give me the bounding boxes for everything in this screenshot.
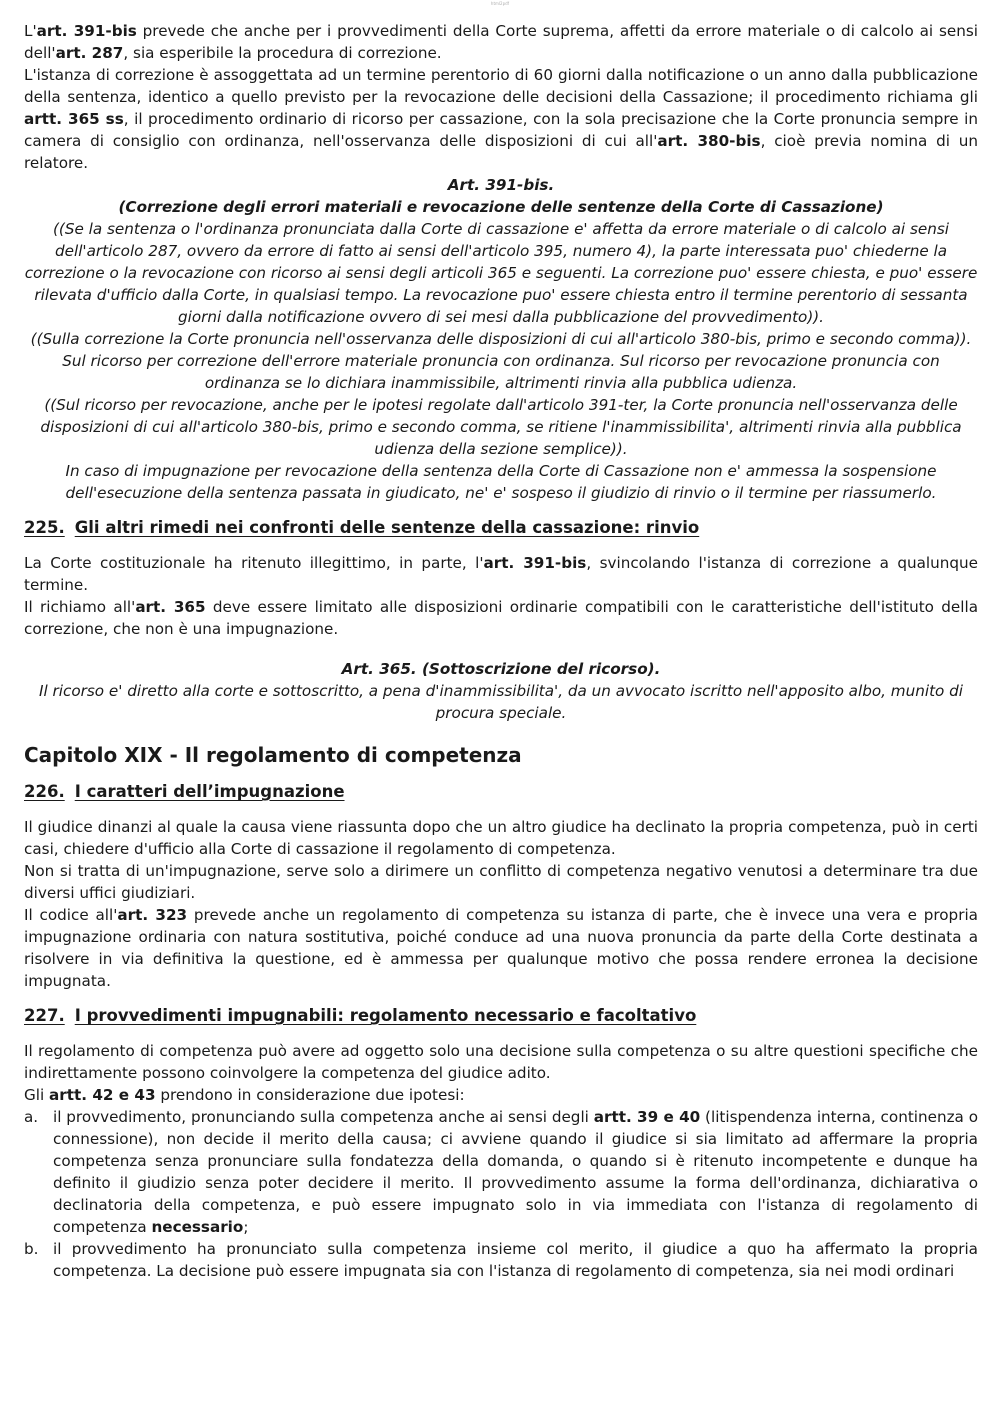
list-marker: b. [24,1240,39,1258]
quote-paragraph: Il ricorso e' diretto alla corte e sottoscritto, a pena d'inammissibilita', da un avvocato iscritto nell'apposito albo, munito di procura speciale. [39,682,963,722]
quote-paragraph: ((Sul ricorso per revocazione, anche per le ipotesi regolate dall'articolo 391-ter, la Corte pronuncia nell'osservanza delle disposizioni di cui all'articolo 380-bis, primo e secondo comma, se ritiene l'inammissibilita', altrimenti rinvia alla pubblica udienza della sezione semplice)). [40,396,962,458]
section-heading-226: 226. I caratteri dell’impugnazione [24,782,345,801]
section-226-paragraph-3: Il codice all'art. 323 prevede anche un regolamento di competenza su istanza di parte, che è invece una vera e propria impugnazione ordinaria con natura sostitutiva, poiché conduce ad una nuova pronuncia da parte della Corte destinata a risolvere in via definitiva la questione, ed è ammessa per qualunque motivo che possa rendere erronea la decisione impugnata. [24,906,978,990]
article-365-quote [24,658,978,724]
page-header-mark: html2pdf [490,1,510,6]
intro-paragraph-2: L'istanza di correzione è assoggettata ad un termine perentorio di 60 giorni dalla notificazione o un anno dalla pubblicazione della sentenza, identico a quello previsto per la revocazione delle decisioni della Cassazione; il procedimento richiama gli artt. 365 ss, il procedimento ordinario di ricorso per cassazione, con la sola precisazione che la Corte pronuncia sempre in camera di consiglio con ordinanza, nell'osservanza delle disposizioni di cui all'art. 380-bis, cioè previa nomina di un relatore. [24,66,979,172]
quote-article-heading: (Correzione degli errori materiali e revocazione delle sentenze della Corte di Cassazione) [118,198,884,216]
hypotheses-list [24,1106,978,1282]
section-heading-227: 227. I provvedimenti impugnabili: regolamento necessario e facoltativo [24,1006,697,1025]
section-226-paragraph-1: Il giudice dinanzi al quale la causa viene riassunta dopo che un altro giudice ha declinato la propria competenza, può in certi casi, chiedere d'ufficio alla Corte di cassazione il regolamento di competenza. [24,818,978,858]
section-heading-225: 225. Gli altri rimedi nei confronti delle sentenze della cassazione: rinvio [24,518,700,537]
section-225-paragraph-2: Il richiamo all'art. 365 deve essere limitato alle disposizioni ordinarie compatibili con le caratteristiche dell'istituto della correzione, che non è una impugnazione. [24,598,978,638]
quote-paragraph: In caso di impugnazione per revocazione della sentenza della Corte di Cassazione non e' ammessa la sospensione dell'esecuzione della sentenza passata in giudicato, ne' e' sospeso il giudizio di rinvio o il termine per riassumerlo. [65,462,937,502]
quote-article-title: Art. 365. (Sottoscrizione del ricorso). [341,660,661,678]
list-marker: a. [24,1108,39,1126]
section-225-paragraph-1: La Corte costituzionale ha ritenuto illegittimo, in parte, l'art. 391-bis, svincolando l'istanza di correzione a qualunque termine. [24,554,979,594]
quote-article-title: Art. 391-bis. [447,176,555,194]
quote-paragraph: ((Sulla correzione la Corte pronuncia nell'osservanza delle disposizioni di cui all'articolo 380-bis, primo e secondo comma)). Sul ricorso per correzione dell'errore materiale pronuncia con ordinanza. Sul ricorso per revocazione pronuncia con ordinanza se lo dichiara inammissibile, altrimenti rinvia alla pubblica udienza. [30,330,972,392]
quote-paragraph: ((Se la sentenza o l'ordinanza pronunciata dalla Corte di cassazione e' affetta da errore materiale o di calcolo ai sensi dell'articolo 287, ovvero da errore di fatto ai sensi dell'articolo 395, numero 4), la parte interessata puo' chiederne la correzione o la revocazione con ricorso ai sensi degli articoli 365 e seguenti. La correzione puo' essere chiesta, e puo' essere rilevata d'ufficio dalla Corte, in qualsiasi tempo. La revocazione puo' essere chiesta entro il termine perentorio di sessanta giorni dalla notificazione ovvero di sei mesi dalla pubblicazione del provvedimento)). [24,220,978,326]
section-226-paragraph-2: Non si tratta di un'impugnazione, serve solo a dirimere un conflitto di competenza negativo venutosi a determinare tra due diversi uffici giudiziari. [24,862,978,902]
section-227-paragraph-2: Gli artt. 42 e 43 prendono in considerazione due ipotesi: [24,1086,465,1104]
section-227-paragraph-1: Il regolamento di competenza può avere ad oggetto solo una decisione sulla competenza o su altre questioni specifiche che indirettamente possono coinvolgere la competenza del giudice adito. [24,1042,978,1082]
intro-paragraph-1: L'art. 391-bis prevede che anche per i provvedimenti della Corte suprema, affetti da errore materiale o di calcolo ai sensi dell'art. 287, sia esperibile la procedura di correzione. [24,22,978,62]
article-391-bis-quote [24,174,978,504]
chapter-title: Capitolo XIX - Il regolamento di competenza [24,743,522,767]
list-item: b. il provvedimento ha pronunciato sulla competenza insieme col merito, il giudice a quo ha affermato la propria competenza. La decisione può essere impugnata sia con l'istanza di regolamento di competenza, sia nei modi ordinari [24,1240,978,1280]
list-item: a. il provvedimento, pronunciando sulla competenza anche ai sensi degli artt. 39 e 40 (litispendenza interna, continenza o connessione), non decide il merito della causa; ci avviene quando il giudice si sia limitato ad affermare la propria competenza senza pronunciare sulla fondatezza della domanda, o quando si è ritenuto incompetente e dunque ha definito il giudizio senza poter decidere il merito. Il provvedimento assume la forma dell'ordinanza, dichiarativa o declinatoria della competenza, e può essere impugnato solo in via immediata con l'istanza di regolamento di competenza necessario; [24,1108,978,1236]
document-page [24,20,978,1282]
